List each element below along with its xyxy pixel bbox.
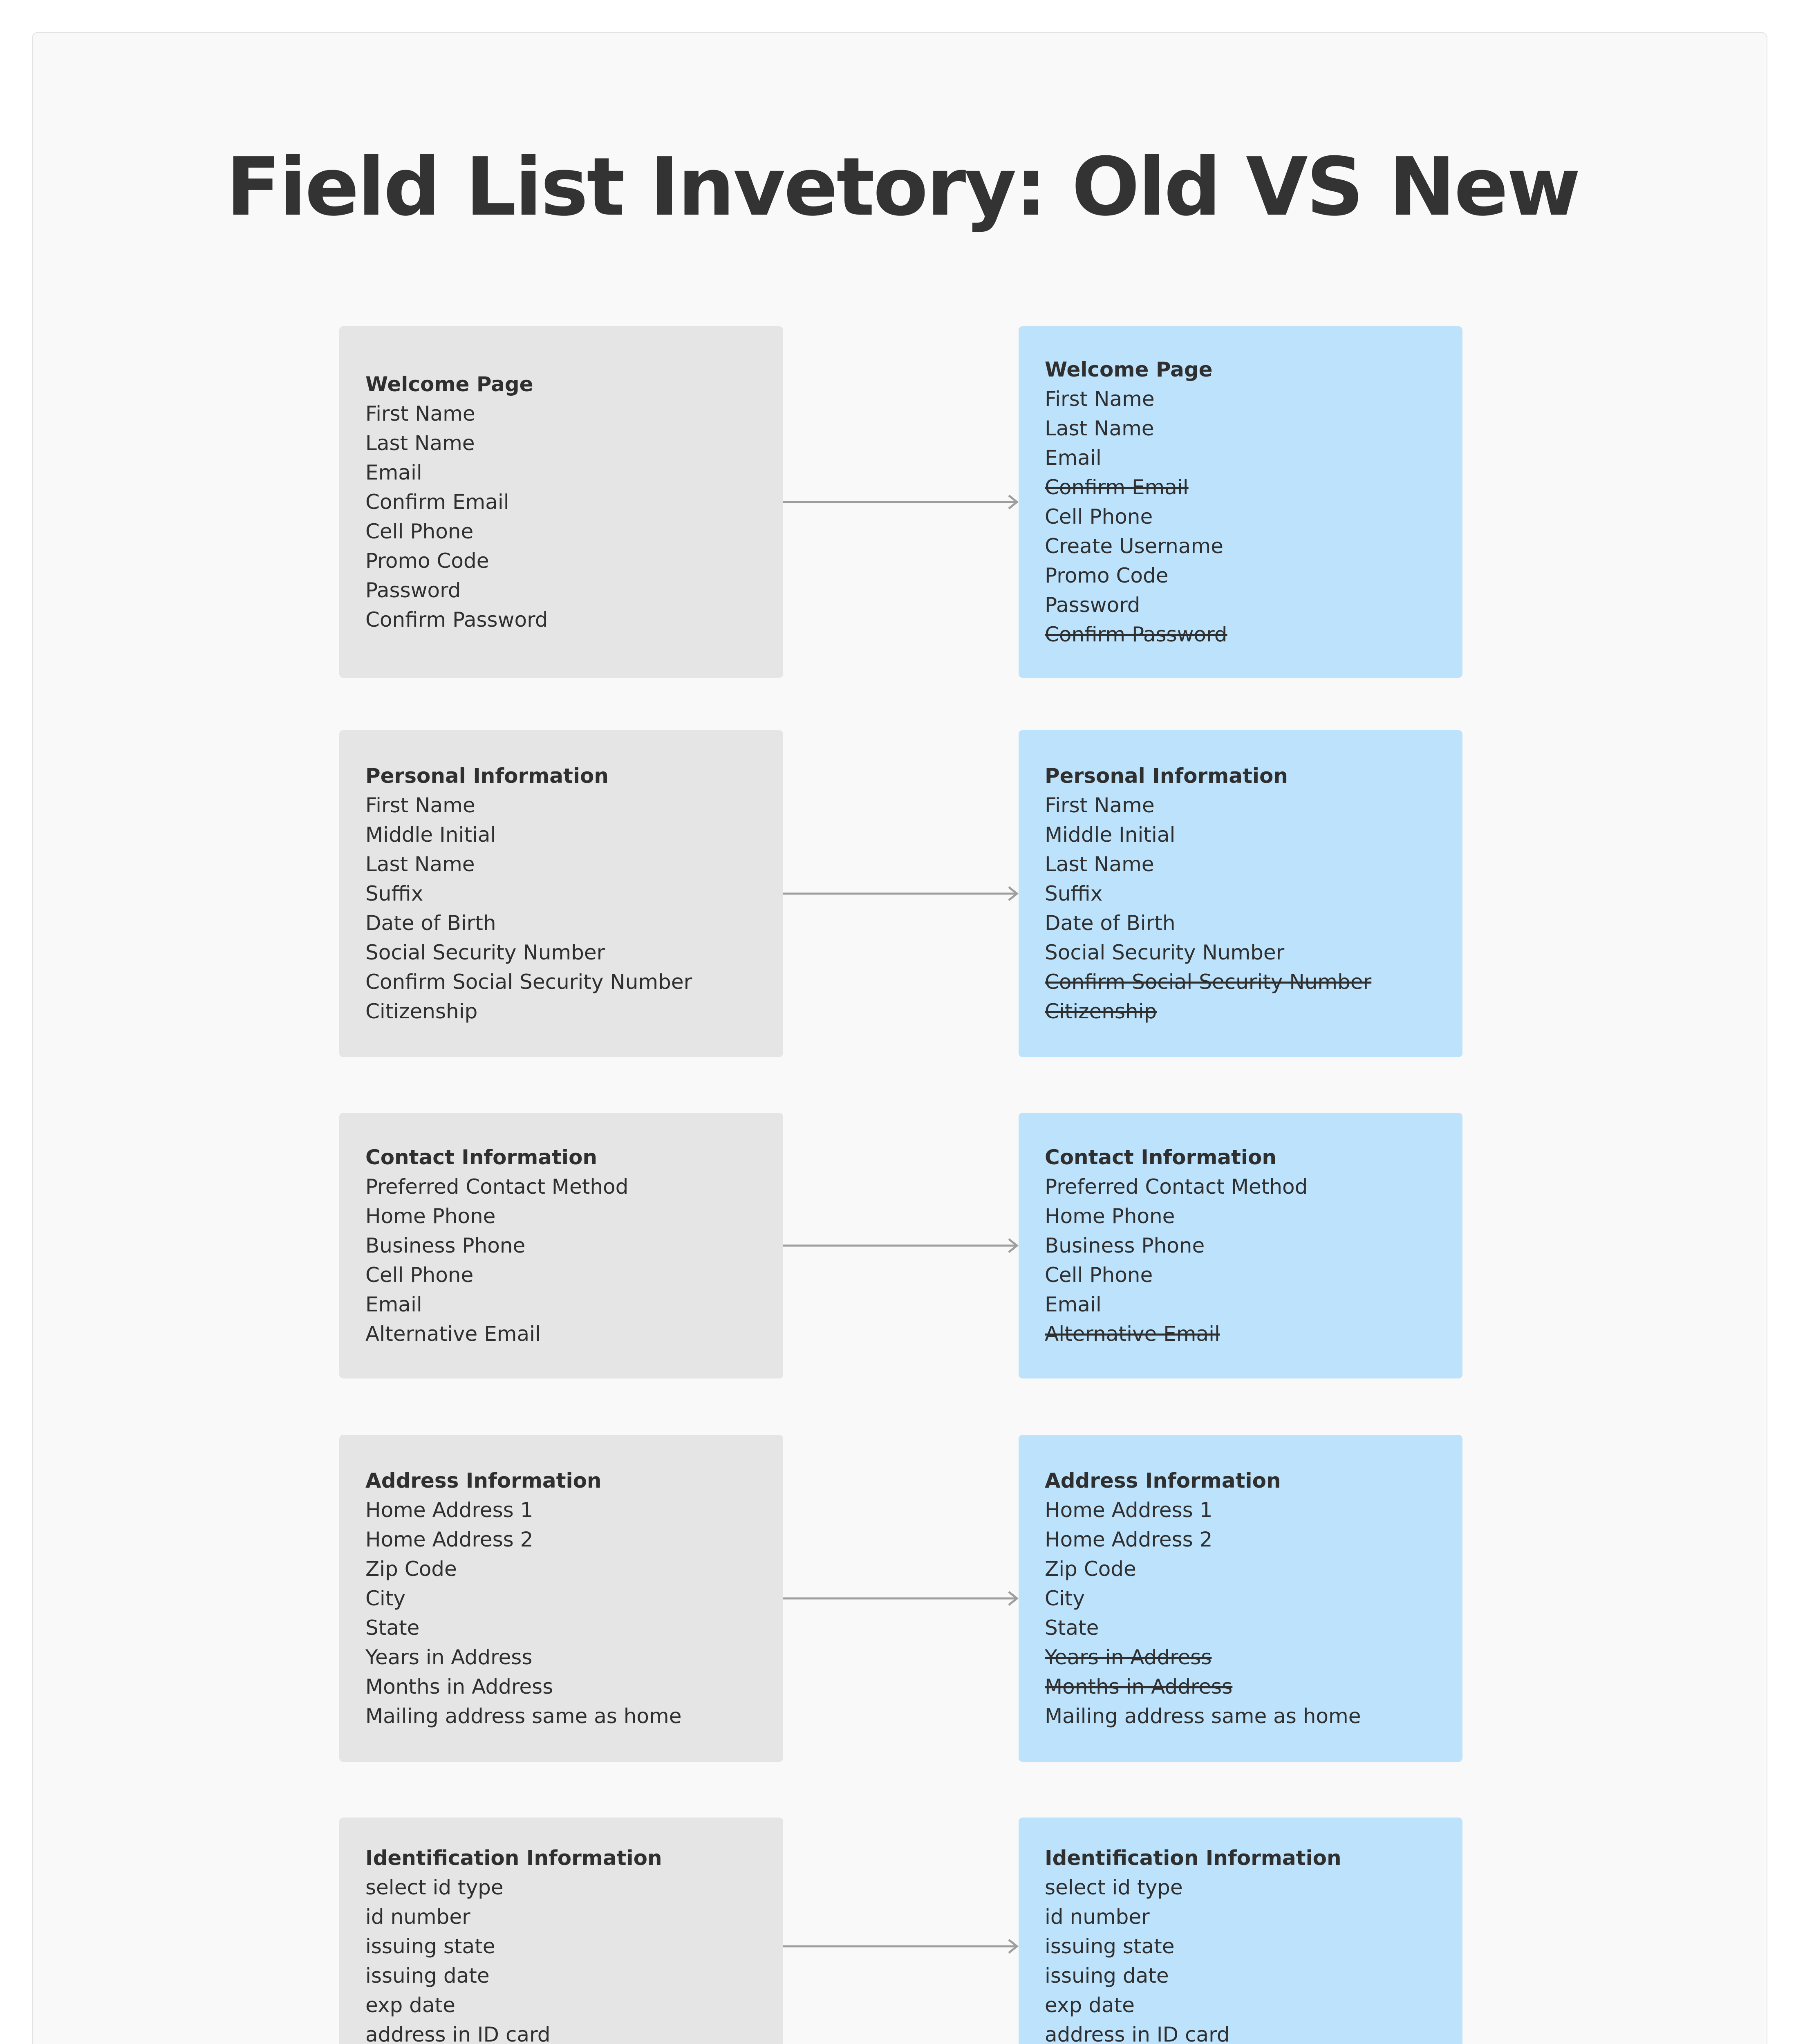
- card-heading: Welcome Page: [365, 372, 533, 396]
- page-title: Field List Invetory: Old VS New: [226, 141, 1579, 234]
- board-canvas: [32, 32, 1767, 2044]
- field-item: Confirm Email: [365, 490, 509, 514]
- field-item: Cell Phone: [1045, 505, 1153, 529]
- field-item: select id type: [1045, 1876, 1183, 1899]
- field-item: Preferred Contact Method: [365, 1175, 629, 1199]
- field-item: Home Address 1: [365, 1498, 533, 1522]
- field-item: address in ID card: [365, 2023, 551, 2044]
- field-item: City: [1045, 1587, 1085, 1610]
- connector-arrow: [783, 885, 1019, 902]
- card-heading: Personal Information: [1045, 764, 1288, 788]
- field-item: Email: [365, 461, 422, 484]
- field-item: issuing state: [1045, 1934, 1175, 1958]
- field-item: issuing date: [1045, 1964, 1169, 1988]
- connector-arrow: [783, 1590, 1019, 1607]
- field-item: Citizenship: [365, 1000, 478, 1023]
- field-item: Home Address 2: [1045, 1528, 1213, 1551]
- card-heading: Welcome Page: [1045, 358, 1213, 381]
- card-heading: Personal Information: [365, 764, 609, 788]
- card-heading: Address Information: [1045, 1469, 1281, 1493]
- old-card-address-information: [339, 1435, 783, 1762]
- new-card-address-information: [1019, 1435, 1462, 1762]
- field-item: Alternative Email: [365, 1322, 541, 1346]
- field-item: Last Name: [1045, 417, 1154, 440]
- card-heading: Contact Information: [1045, 1145, 1277, 1169]
- field-item: Home Phone: [365, 1204, 496, 1228]
- field-item: First Name: [1045, 793, 1155, 817]
- old-card-contact-information: [339, 1113, 783, 1378]
- field-item: Months in Address: [365, 1675, 553, 1699]
- field-item: Suffix: [1045, 882, 1103, 905]
- field-item: Middle Initial: [1045, 823, 1176, 847]
- field-item: Mailing address same as home: [1045, 1704, 1361, 1728]
- field-item: Home Phone: [1045, 1204, 1175, 1228]
- field-item: Email: [1045, 446, 1102, 470]
- removed-field-item: Confirm Social Security Number: [1045, 970, 1372, 994]
- field-item: Password: [1045, 593, 1140, 617]
- card-heading: Address Information: [365, 1469, 602, 1493]
- field-item: Years in Address: [365, 1645, 533, 1669]
- removed-field-item: Alternative Email: [1045, 1322, 1220, 1346]
- field-item: Last Name: [1045, 852, 1154, 876]
- field-item: Social Security Number: [1045, 941, 1285, 964]
- field-item: id number: [1045, 1905, 1150, 1929]
- field-item: Confirm Password: [365, 608, 548, 632]
- removed-field-item: Citizenship: [1045, 1000, 1157, 1023]
- field-item: State: [365, 1616, 420, 1640]
- field-item: issuing date: [365, 1964, 490, 1988]
- field-item: First Name: [1045, 387, 1155, 411]
- removed-field-item: Confirm Password: [1045, 623, 1227, 646]
- new-card-personal-information: [1019, 730, 1462, 1057]
- field-item: Confirm Social Security Number: [365, 970, 692, 994]
- field-item: Last Name: [365, 852, 475, 876]
- field-item: Business Phone: [1045, 1234, 1205, 1257]
- field-item: Password: [365, 578, 461, 602]
- field-item: Home Address 2: [365, 1528, 533, 1551]
- connector-arrow: [783, 1237, 1019, 1254]
- connector-arrow: [783, 494, 1019, 510]
- old-card-welcome-page: [339, 326, 783, 678]
- connector-arrow: [783, 1938, 1019, 1954]
- field-item: Middle Initial: [365, 823, 496, 847]
- new-card-identification-information: [1019, 1818, 1462, 2044]
- field-item: Zip Code: [1045, 1557, 1136, 1581]
- field-item: Promo Code: [365, 549, 489, 573]
- field-item: Date of Birth: [1045, 911, 1176, 935]
- removed-field-item: Confirm Email: [1045, 475, 1189, 499]
- field-item: select id type: [365, 1876, 504, 1899]
- field-item: address in ID card: [1045, 2023, 1230, 2044]
- field-item: issuing state: [365, 1934, 495, 1958]
- field-item: Cell Phone: [365, 1263, 474, 1287]
- card-heading: Contact Information: [365, 1145, 598, 1169]
- removed-field-item: Months in Address: [1045, 1675, 1233, 1699]
- field-item: Business Phone: [365, 1234, 526, 1257]
- old-card-personal-information: [339, 730, 783, 1057]
- field-item: Last Name: [365, 431, 475, 455]
- field-item: Email: [365, 1293, 422, 1316]
- field-item: Cell Phone: [365, 520, 474, 543]
- field-item: Cell Phone: [1045, 1263, 1153, 1287]
- card-heading: Identification Information: [365, 1846, 662, 1870]
- field-item: City: [365, 1587, 405, 1610]
- field-item: First Name: [365, 793, 475, 817]
- field-item: First Name: [365, 402, 475, 426]
- field-item: Mailing address same as home: [365, 1704, 682, 1728]
- field-item: Social Security Number: [365, 941, 605, 964]
- old-card-identification-information: [339, 1818, 783, 2044]
- field-item: Promo Code: [1045, 564, 1169, 587]
- field-item: Date of Birth: [365, 911, 496, 935]
- field-item: Home Address 1: [1045, 1498, 1213, 1522]
- field-item: State: [1045, 1616, 1099, 1640]
- field-item: Zip Code: [365, 1557, 457, 1581]
- card-heading: Identification Information: [1045, 1846, 1341, 1870]
- field-item: exp date: [365, 1993, 455, 2017]
- removed-field-item: Years in Address: [1045, 1645, 1212, 1669]
- field-item: Email: [1045, 1293, 1102, 1316]
- field-item: exp date: [1045, 1993, 1135, 2017]
- field-item: Create Username: [1045, 534, 1223, 558]
- field-item: Preferred Contact Method: [1045, 1175, 1308, 1199]
- new-card-contact-information: [1019, 1113, 1462, 1378]
- field-item: id number: [365, 1905, 470, 1929]
- new-card-welcome-page: [1019, 326, 1462, 678]
- field-item: Suffix: [365, 882, 423, 905]
